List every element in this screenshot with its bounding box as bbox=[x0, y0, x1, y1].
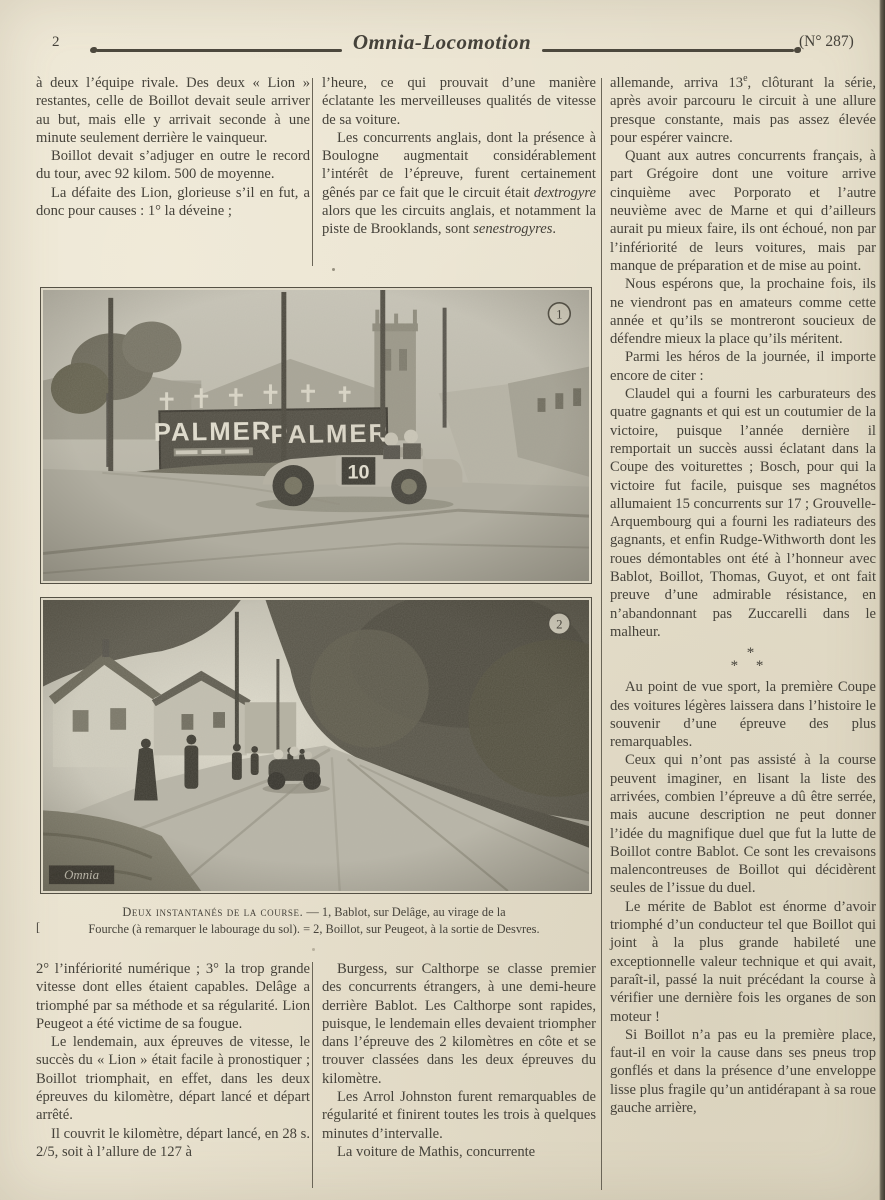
photo-1-illustration bbox=[43, 290, 589, 581]
paragraph: Ceux qui n’ont pas assisté à la course peuvent imaginer, en lisant la liste des arrivées, combien l’épreuve a dû être serrée, mais aucune description ne peut donner l’idée du magnifique duel que fut la lutte de Boillot contre Bablot. Ce sont les crevaisons malencontreuses de Boillot qui décidèrent seules de l’issue du duel. bbox=[610, 752, 876, 897]
text-run: — 1, Bablot, sur Delâge, au virage de la bbox=[303, 905, 506, 919]
column-3 bbox=[610, 74, 876, 1117]
paragraph: Le mérite de Bablot est énorme d’avoir triomphé d’un conducteur tel que Boillot qui joint à la plus grande habileté une exceptionnelle valeur technique et qui avait, paraît-il, passé la nuit précédant la course à vérifier une dernière fois les organes de son moteur ! bbox=[610, 898, 876, 1025]
text-run: . bbox=[552, 221, 557, 238]
paragraph: l’heure, ce qui prouvait d’une manière éclatante les merveilleuses qualités de vitesse de sa voiture. bbox=[322, 75, 596, 128]
column-divider bbox=[601, 78, 602, 1190]
header-rule-left bbox=[96, 49, 342, 52]
ink-specks bbox=[332, 268, 335, 271]
paragraph: Les Arrol Johnston furent remarquables de régularité et finirent toutes les trois à quelques minutes d’intervalle. bbox=[322, 1089, 596, 1142]
column-2-top bbox=[322, 74, 596, 239]
header-rule-right bbox=[542, 49, 794, 52]
issue-number: (N° 287) bbox=[799, 33, 854, 50]
superscript: e bbox=[743, 73, 748, 85]
page-number: 2 bbox=[52, 34, 60, 50]
text-run: * bbox=[746, 645, 755, 662]
paragraph: Nous espérons que, la prochaine fois, ils ne viendront pas en amateurs comme cette année et qu’ils se montreront soucieux de défendre mieux la place qu’ils méritent. bbox=[610, 276, 876, 348]
paragraph: Parmi les héros de la journée, il importe encore de citer : bbox=[610, 349, 876, 384]
photo-2-illustration bbox=[43, 600, 589, 891]
text-run: * * bbox=[730, 658, 771, 675]
italic-term: senestrogyres bbox=[473, 221, 553, 238]
paragraph: Burgess, sur Calthorpe se classe premier des concurrents étrangers, à une demi-heure derrière Bablot. Les Calthorpe sont rapides, puisque, le lendemain elles devaient triompher dans l’épreuve des 2 kilomètres en côte et se trouver classées dans les deux épreuves du kilomètre. bbox=[322, 961, 596, 1087]
stray-bracket: [ bbox=[36, 920, 41, 934]
paragraph: Il couvrit le kilomètre, départ lancé, en 28 s. 2/5, soit à l’allure de 127 à bbox=[36, 1125, 310, 1160]
paragraph bbox=[322, 129, 596, 239]
column-divider bbox=[312, 78, 313, 266]
paragraph: 2° l’infériorité numérique ; 3° la trop grande vitesse dont elles étaient capables. Delâge a triomphé par sa méthode et sa régularité. Lion Peugeot a été victime de sa fougue. bbox=[36, 961, 310, 1032]
photo-caption bbox=[36, 904, 592, 937]
caption-line-1 bbox=[36, 904, 592, 921]
text-run: Les concurrents anglais, dont la présence à Boulogne augmentait considérablement l’intérêt de l’épreuve, furent certainement gênés par ce fait que le circuit était bbox=[322, 129, 596, 201]
italic-term: dextrogyre bbox=[533, 184, 596, 201]
column-2-bottom bbox=[322, 960, 596, 1161]
asterism-divider bbox=[610, 647, 876, 673]
column-1-top bbox=[36, 74, 310, 220]
paragraph: Le lendemain, aux épreuves de vitesse, le succès du « Lion » était facile à pronostiquer ; Boillot triomphait, en effet, dans les deux épreuves du kilomètre, départ lancé et départ arrêté. bbox=[36, 1034, 310, 1124]
scan-edge bbox=[879, 0, 885, 1200]
page-title: Omnia-Locomotion bbox=[352, 30, 532, 54]
column-1-bottom bbox=[36, 960, 310, 1161]
caption-lead: Deux instantanés de la course. bbox=[122, 905, 304, 919]
text-run: allemande, arriva 13 bbox=[610, 75, 744, 91]
text-run: , clôturant la série, après avoir parcouru le circuit à une allure presque constante, mais pas assez élevée pour espérer vaincre. bbox=[610, 75, 876, 146]
photo-1-race-corner bbox=[40, 287, 592, 584]
text-run: alors que les circuits anglais, et notamment la piste de Brooklands, sont bbox=[322, 203, 596, 238]
column-divider bbox=[312, 962, 313, 1188]
paragraph: Quant aux autres concurrents français, à part Grégoire dont une voiture arrive cinquième avec Porporato et l’autre neuvième avec de Marne et qui d’ailleurs aurait pu mieux faire, ils ont échoué, non par l’infériorité de leurs voitures, mais par manque de préparation et de mise au point. bbox=[610, 148, 876, 274]
paragraph bbox=[610, 74, 876, 147]
paragraph: Boillot devait s’adjuger en outre le record du tour, avec 92 kilom. 500 de moyenne. bbox=[36, 148, 310, 183]
rule-hook-icon bbox=[90, 47, 97, 53]
paragraph: à deux l’équipe rivale. Des deux « Lion » restantes, celle de Boillot devait seule arriver au but, mais elle y arrivait seconde à une minute seulement derrière le vainqueur. bbox=[36, 75, 310, 146]
paragraph: Au point de vue sport, la première Coupe des voitures légères laissera dans l’histoire le souvenir d’une épreuve des plus remarquables. bbox=[610, 679, 876, 751]
paragraph: La voiture de Mathis, concurrente bbox=[337, 1143, 536, 1160]
paragraph: Claudel qui a fourni les carburateurs des quatre gagnants et qui est un coutumier de la victoire, puisque l’année dernière il remportait un succès aussi éclatant dans la Coupe des voiturettes ; Bosch, pour qui la victoire fut facile, puisque ses magnétos allumaient 15 concurrents sur 17 ; Grouvelle-Arquembourg qui a fourni les radiateurs des gagnants, et enfin Rudge-Withworth dont les roues démontables ont été à l’honneur avec Bablot, Boillot, Thomas, Guyot, et ont fait preuve d’une admirable résistance, en n’abandonnant pas Zuccarelli dans le malheur. bbox=[610, 386, 876, 640]
photo-2-road-straight bbox=[40, 597, 592, 894]
paragraph: Si Boillot n’a pas eu la première place, faut-il en voir la cause dans ses pneus trop gonflés et dans la présence d’une enveloppe lisse plus fragile qu’un antidérapant à sa roue gauche arrière, bbox=[610, 1026, 876, 1117]
paragraph: La défaite des Lion, glorieuse s’il en fut, a donc pour causes : 1° la déveine ; bbox=[36, 184, 310, 220]
caption-line-2: Fourche (à remarquer le labourage du sol). = 2, Boillot, sur Peugeot, à la sortie de Desvres. bbox=[88, 921, 540, 936]
